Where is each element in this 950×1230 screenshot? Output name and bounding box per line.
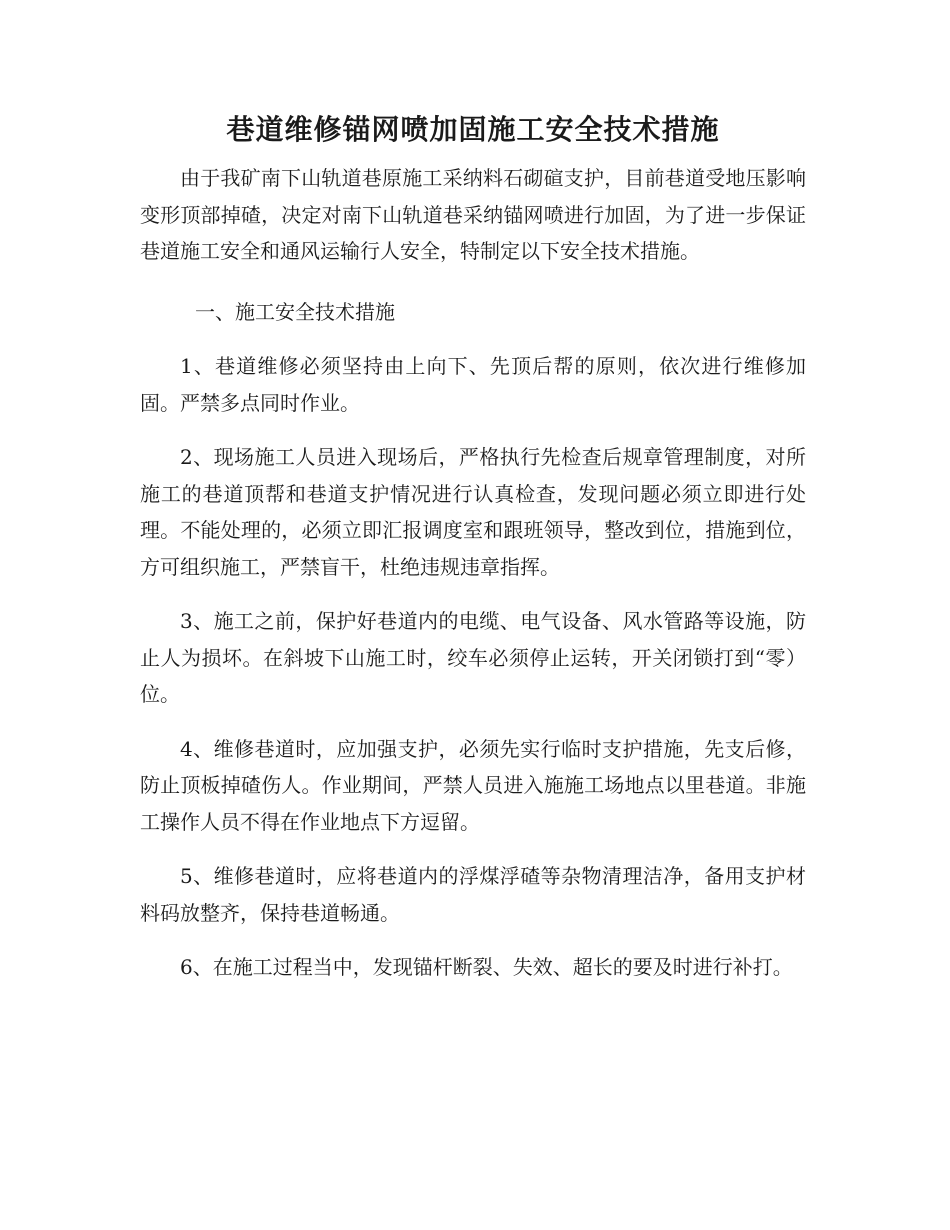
measure-item-3: 3、施工之前，保护好巷道内的电缆、电气设备、风水管路等设施，防止人为损坏。在斜坡下山施工时，绞车必须停止运转，开关闭锁打到“零）位。: [140, 609, 806, 706]
intro-paragraph: 由于我矿南下山轨道巷原施工采纳料石砌碹支护，目前巷道受地压影响变形顶部掉碴，决定对南下山轨道巷采纳锚网喷进行加固，为了进一步保证巷道施工安全和通风运输行人安全，特制定以下安全技术措施。: [140, 166, 806, 263]
document-page: [140, 108, 806, 1004]
measure-item-4: 4、维修巷道时，应加强支护，必须先实行临时支护措施，先支后修，防止顶板掉碴伤人。作业期间，严禁人员进入施施工场地点以里巷道。非施工操作人员不得在作业地点下方逗留。: [140, 736, 806, 834]
document-title: 巷道维修锚网喷加固施工安全技术措施: [226, 113, 720, 146]
measure-item-6: 6、在施工过程当中，发现锚杆断裂、失效、超长的要及时进行补打。: [180, 955, 793, 979]
measure-item-2: 2、现场施工人员进入现场后，严格执行先检查后规章管理制度，对所施工的巷道顶帮和巷道支护情况进行认真检查，发现问题必须立即进行处理。不能处理的，必须立即汇报调度室和跟班领导，整改到位，措施到位，方可组织施工，严禁盲干，杜绝违规违章指挥。: [140, 445, 806, 579]
section-heading: 一、施工安全技术措施: [195, 299, 395, 324]
measure-item-1: 1、巷道维修必须坚持由上向下、先顶后帮的原则，依次进行维修加固。严禁多点同时作业。: [140, 354, 806, 415]
measure-item-5: 5、维修巷道时，应将巷道内的浮煤浮碴等杂物清理洁净，备用支护材料码放整齐，保持巷道畅通。: [140, 864, 806, 925]
